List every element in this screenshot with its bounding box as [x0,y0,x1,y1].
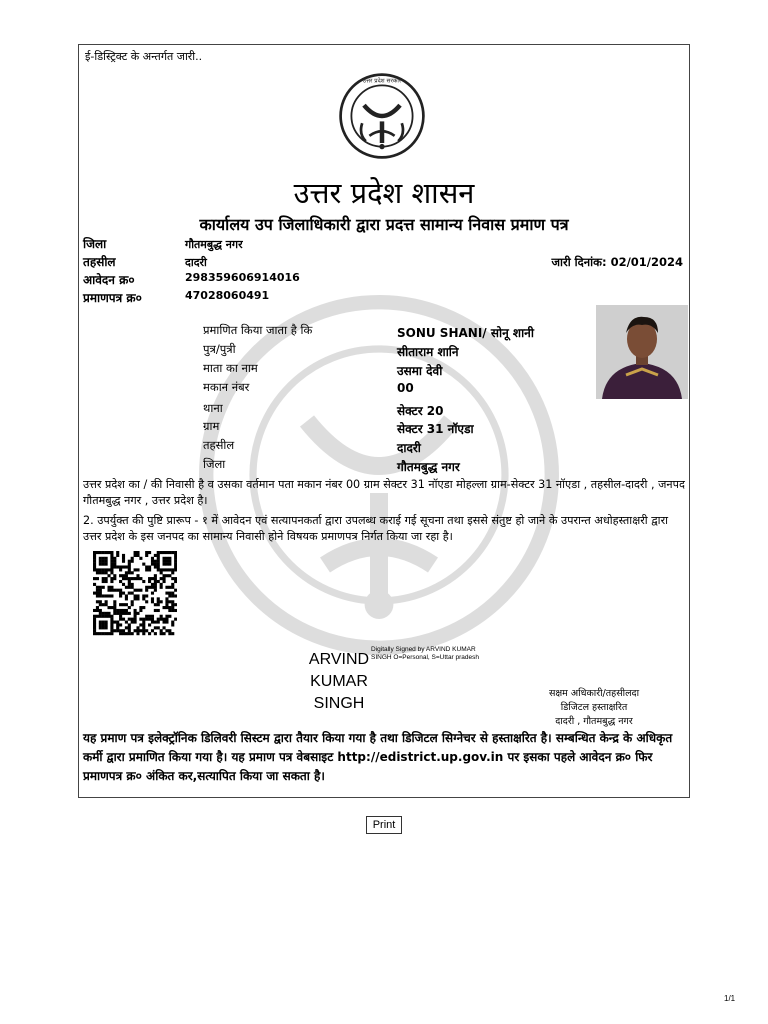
residence-paragraph: उत्तर प्रदेश का / की निवासी है व उसका वर्तमान पता मकान नंबर 00 ग्राम सेक्टर 31 नॉएडा मोहल्ला ग्राम-सेक्टर 31 नॉएडा , तहसील-दादरी , जनपद गौतमबुद्ध नगर , उत्तर प्रदेश है। [83,478,685,507]
issue-date-label: जारी दिनांक: [551,255,607,269]
certificate-title: कार्यालय उप जिलाधिकारी द्वारा प्रदत्त सामान्य निवास प्रमाण पत्र [199,215,569,234]
field-label-certified: प्रमाणित किया जाता है कि [203,323,313,337]
field-label-tehsil: तहसील [203,438,235,452]
page-number: 1/1 [724,994,736,1003]
applicant-photo [596,305,688,399]
field-value-police-station: सेक्टर 20 [397,404,444,418]
verification-paragraph: 2. उपर्युक्त की पुष्टि प्रारूप - १ में आवेदन एवं सत्यापनकर्ता द्वारा उपलब्ध कराई गई सूचना तथा इससे संतुष्ट हो जाने के उपरान्त अधोहस्ताक्षरी द्वारा उत्तर प्रदेश के इस जनपद का सामान्य निवासी होने विषयक प्रमाणपत्र निर्गत किया जा रहा है। [83,514,669,543]
signatory-name: ARVIND KUMAR SINGH [308,651,370,712]
field-value-tehsil: दादरी [397,441,421,455]
field-label-police-station: थाना [203,401,223,415]
field-label-village: ग्राम [203,419,220,433]
emblem-text: उत्तर प्रदेश सरकार [362,78,402,85]
field-value-house-no: 00 [397,381,414,395]
print-button[interactable]: Print [366,816,402,834]
authority-line1: सक्षम अधिकारी/तहसीलदा [548,688,640,699]
field-value-name: SONU SHANI/ सोनू शानी [397,326,534,340]
authority-block [509,687,679,729]
district-value: गौतमबुद्ध नगर [185,238,243,251]
footer-note: यह प्रमाण पत्र इलेक्ट्रॉनिक डिलिवरी सिस्टम द्वारा तैयार किया गया है तथा डिजिटल सिग्नेचर से हस्ताक्षरित है। सम्बन्धित केन्द्र के अधिकृत कर्मी द्वारा प्रमाणित किया गया है। यह प्रमाण पत्र वेबसाइट http://edistrict.up.gov.in पर इसका पहले आवेदन क्र० फिर प्रमाणपत्र क्र० अंकित कर,सत्यापित किया जा सकता है। [83,731,673,783]
field-label-parent: पुत्र/पुत्री [203,342,236,356]
field-label-house-no: मकान नंबर [203,380,250,394]
application-no-value: 298359606914016 [185,271,300,284]
field-label-mother: माता का नाम [203,361,258,375]
qr-code [93,551,177,637]
authority-line2: डिजिटल हस्ताक्षरित [560,702,628,713]
authority-line3: दादरी , गौतमबुद्ध नगर [555,716,633,727]
government-title: उत्तर प्रदेश शासन [293,176,475,210]
header-note: ई-डिस्ट्रिक्ट के अन्तर्गत जारी.. [85,50,203,63]
field-value-village: सेक्टर 31 नॉएडा [397,422,474,436]
field-value-mother: उसमा देवी [397,364,443,378]
issue-date [551,255,683,270]
tehsil-value: दादरी [185,256,207,269]
digital-signature-note-line1: Digitally Signed by ARVIND KUMAR [371,646,476,653]
certificate-no-label: प्रमाणपत्र क्र० [83,291,142,305]
field-value-district: गौतमबुद्ध नगर [397,460,460,474]
digital-signature-note-line2: SINGH O=Personal, S=Uttar pradesh [371,654,480,661]
tehsil-label: तहसील [83,255,116,269]
field-label-district: जिला [203,457,226,471]
application-no-label: आवेदन क्र० [83,273,135,287]
certificate [78,44,690,798]
watermark-emblem [199,295,559,655]
certificate-no-value: 47028060491 [185,289,270,302]
issue-date-value: 02/01/2024 [610,255,683,269]
digital-signature-note [371,646,479,662]
up-government-emblem [337,71,427,161]
field-value-parent: सीताराम शानि [397,345,459,359]
district-label: जिला [83,237,107,251]
